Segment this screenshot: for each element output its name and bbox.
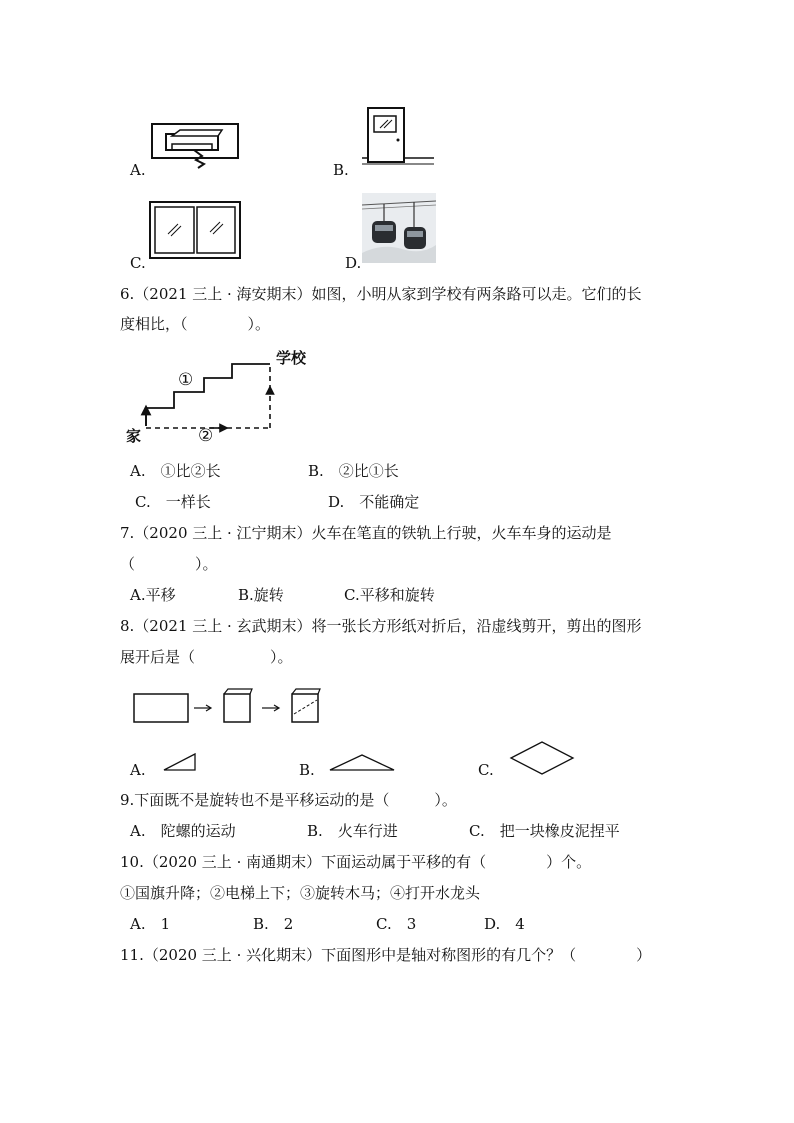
q6-option-b[interactable]: B. ②比①长 xyxy=(308,462,399,480)
q9-option-c[interactable]: C. 把一块橡皮泥捏平 xyxy=(469,822,620,840)
route-figure xyxy=(120,346,320,448)
rhombus-shape xyxy=(509,740,575,776)
route-label-school: 学校 xyxy=(276,349,307,367)
q8-option-b[interactable]: B. xyxy=(299,761,315,779)
window-figure xyxy=(148,200,242,260)
fold-cut-figure xyxy=(132,686,332,726)
q9-option-a[interactable]: A. 陀螺的运动 xyxy=(130,822,236,840)
q9-stem: 9.下面既不是旋转也不是平移运动的是（ ）。 xyxy=(120,791,457,809)
drawer-figure xyxy=(150,122,240,170)
route-label-home: 家 xyxy=(126,427,142,445)
q6-stem-line2: 度相比，（ ）。 xyxy=(120,315,271,333)
q7-stem-line1: 7.（2020 三上 · 江宁期末）火车在笔直的铁轨上行驶，火车车身的运动是 xyxy=(120,524,612,542)
q6-option-a[interactable]: A. ①比②长 xyxy=(130,462,221,480)
q10-stem-line2: ①国旗升降；②电梯上下；③旋转木马；④打开水龙头 xyxy=(120,884,481,902)
q11-stem: 11.（2020 三上 · 兴化期末）下面图形中是轴对称图形的有几个？（ ） xyxy=(120,946,652,964)
q8-stem-line2: 展开后是（ ）。 xyxy=(120,648,293,666)
q10-stem-line1: 10.（2020 三上 · 南通期末）下面运动属于平移的有（ ）个。 xyxy=(120,853,592,871)
q7-stem-line2: （ ）。 xyxy=(120,555,218,573)
q5-option-a[interactable]: A. xyxy=(130,161,146,179)
q7-option-b[interactable]: B.旋转 xyxy=(238,586,284,604)
q5-option-c[interactable]: C. xyxy=(130,254,146,272)
q7-option-c[interactable]: C.平移和旋转 xyxy=(344,586,435,604)
q8-option-c[interactable]: C. xyxy=(478,761,494,779)
q6-option-d[interactable]: D. 不能确定 xyxy=(328,493,420,511)
door-figure xyxy=(360,106,436,166)
isosceles-triangle-shape xyxy=(328,752,396,772)
q10-option-a[interactable]: A. 1 xyxy=(130,915,171,933)
q6-option-c[interactable]: C. 一样长 xyxy=(135,493,211,511)
cable-car-photo xyxy=(362,193,436,263)
q5-option-b[interactable]: B. xyxy=(333,161,349,179)
q7-option-a[interactable]: A.平移 xyxy=(130,586,176,604)
route-label-2: ② xyxy=(198,426,214,446)
triangle-shape xyxy=(162,752,198,772)
q10-option-d[interactable]: D. 4 xyxy=(484,915,525,933)
q5-option-d[interactable]: D. xyxy=(345,254,362,272)
q8-stem-line1: 8.（2021 三上 · 玄武期末）将一张长方形纸对折后，沿虚线剪开，剪出的图形 xyxy=(120,617,642,635)
q10-option-b[interactable]: B. 2 xyxy=(253,915,294,933)
q9-option-b[interactable]: B. 火车行进 xyxy=(307,822,398,840)
route-label-1: ① xyxy=(178,370,194,390)
q6-stem-line1: 6.（2021 三上 · 海安期末）如图，小明从家到学校有两条路可以走。它们的长 xyxy=(120,285,642,303)
q10-option-c[interactable]: C. 3 xyxy=(376,915,417,933)
q8-option-a[interactable]: A. xyxy=(130,761,146,779)
